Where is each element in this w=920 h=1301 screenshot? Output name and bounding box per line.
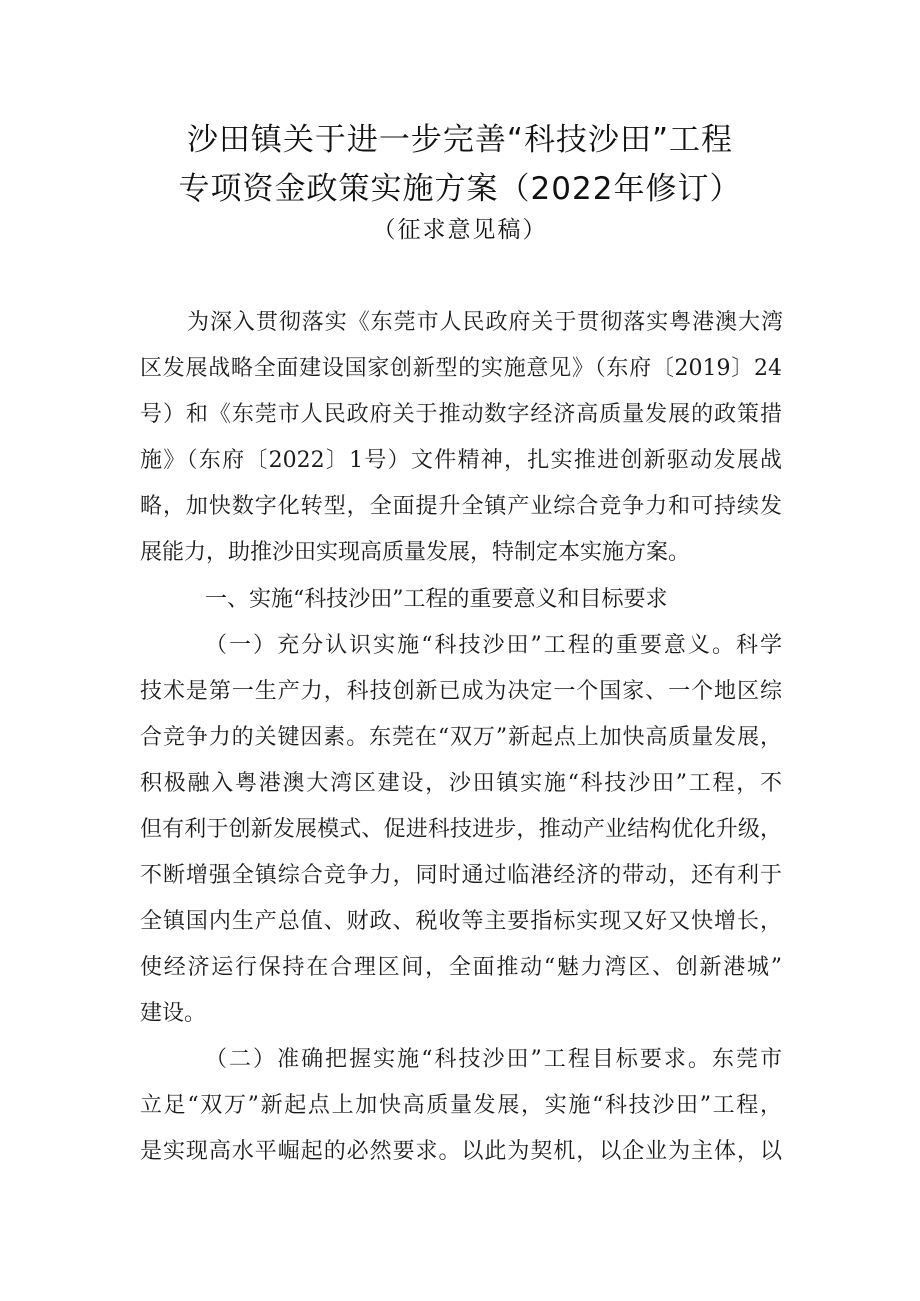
body-line: 合竞争力的关键因素。东莞在“双万”新起点上加快高质量发展， bbox=[140, 725, 782, 750]
body-line: 略，加快数字化转型，全面提升全镇产业综合竞争力和可持续发 bbox=[140, 494, 782, 519]
document-title-line-1: 沙田镇关于进一步完善“科技沙田”工程 bbox=[186, 122, 734, 158]
body-line: 积极融入粤港澳大湾区建设，沙田镇实施“科技沙田”工程，不 bbox=[140, 771, 782, 796]
body-line: （二）准确把握实施“科技沙田”工程目标要求。东莞市 bbox=[205, 1047, 782, 1072]
document-subtitle: （征求意见稿） bbox=[372, 217, 548, 243]
section-heading: 一、实施“科技沙田”工程的重要意义和目标要求 bbox=[205, 587, 668, 612]
body-line: 号）和《东莞市人民政府关于推动数字经济高质量发展的政策措 bbox=[140, 402, 782, 427]
body-line: 施》（东府〔2022〕1号）文件精神，扎实推进创新驱动发展战 bbox=[140, 448, 782, 473]
body-line: 技术是第一生产力，科技创新已成为决定一个国家、一个地区综 bbox=[140, 679, 782, 704]
body-line: 建设。 bbox=[140, 1001, 207, 1026]
body-line: 为深入贯彻落实《东莞市人民政府关于贯彻落实粤港澳大湾 bbox=[187, 310, 783, 335]
body-line: 立足“双万”新起点上加快高质量发展，实施“科技沙田”工程， bbox=[140, 1093, 782, 1118]
body-line: 全镇国内生产总值、财政、税收等主要指标实现又好又快增长， bbox=[140, 909, 782, 934]
body-line: 展能力，助推沙田实现高质量发展，特制定本实施方案。 bbox=[140, 540, 691, 565]
body-line: 是实现高水平崛起的必然要求。以此为契机，以企业为主体，以 bbox=[140, 1139, 782, 1164]
document-title-line-2: 专项资金政策实施方案（2022年修订） bbox=[178, 171, 742, 207]
body-line: 不断增强全镇综合竞争力，同时通过临港经济的带动，还有利于 bbox=[140, 863, 782, 888]
body-line: 但有利于创新发展模式、促进科技进步，推动产业结构优化升级， bbox=[140, 817, 782, 842]
body-line: 使经济运行保持在合理区间，全面推动“魅力湾区、创新港城” bbox=[140, 955, 782, 980]
body-line: 区发展战略全面建设国家创新型的实施意见》（东府〔2019〕24 bbox=[140, 356, 782, 381]
body-line: （一）充分认识实施“科技沙田”工程的重要意义。科学 bbox=[205, 633, 782, 658]
